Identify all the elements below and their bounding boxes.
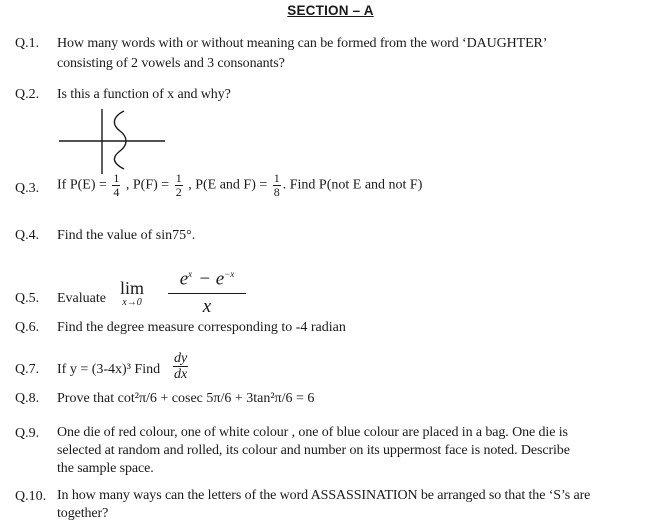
lim-subscript: x→0: [122, 297, 142, 308]
question-label: Evaluate: [57, 291, 106, 306]
question-number: Q.9.: [15, 426, 40, 441]
minus-e: − e: [198, 268, 225, 290]
numerator: dy: [174, 351, 188, 366]
limit: [116, 278, 148, 308]
question-line: the sample space.: [57, 461, 154, 476]
text: , P(E and F) =: [188, 177, 268, 193]
fraction: [175, 172, 183, 199]
question-number: Q.5.: [15, 291, 40, 306]
question-text: Is this a function of x and why?: [57, 87, 231, 102]
denominator: 4: [113, 185, 120, 199]
denominator: 2: [175, 185, 182, 199]
numerator: 1: [175, 171, 182, 185]
question-text: [57, 34, 547, 74]
question-line: In how many ways can the letters of the word ASSASSINATION be arranged so that the ‘S’s are: [57, 488, 591, 503]
question-text: [57, 360, 160, 380]
question-number: Q.8.: [15, 391, 40, 406]
derivative-fraction: [173, 351, 188, 383]
question-line: One die of red colour, one of white colour , one of blue colour are placed in a bag. One die is: [57, 425, 568, 440]
denominator: x: [202, 296, 212, 318]
question-line: together?: [57, 506, 109, 521]
question-number: Q.7.: [15, 362, 40, 377]
text: If y = (3-4x)³ Find: [57, 362, 161, 377]
question-text: Prove that cot²π/6 + cosec 5π/6 + 3tan²π/6 = 6: [57, 391, 315, 406]
question-text: [57, 424, 570, 478]
numerator: [168, 262, 246, 294]
question-number: Q.6.: [15, 320, 40, 335]
question-line: selected at random and rolled, its colour and number on its uppermost face is noted. Describe: [57, 443, 570, 458]
exp: −x: [224, 269, 235, 279]
question-number: Q.10.: [15, 489, 47, 504]
question-line: consisting of 2 vowels and 3 consonants?: [57, 56, 285, 71]
e: e: [179, 268, 189, 290]
fraction: [112, 172, 120, 199]
exp: x: [188, 269, 193, 279]
numerator: 1: [113, 171, 120, 185]
question-line: How many words with or without meaning can be formed from the word ‘DAUGHTER’: [57, 36, 548, 51]
lim-text: lim: [119, 278, 144, 298]
numerator: 1: [273, 171, 280, 185]
text: If P(E) =: [57, 177, 107, 193]
text: , P(F) =: [125, 177, 170, 193]
question-number: Q.3.: [15, 181, 40, 196]
question-text: Find the value of sin75°.: [57, 228, 196, 243]
question-text: [57, 172, 422, 199]
denominator: 8: [273, 185, 280, 199]
text: . Find P(not E and not F): [282, 177, 423, 193]
limit-fraction: [168, 262, 246, 320]
question-number: Q.2.: [15, 87, 40, 102]
question-number: Q.1.: [15, 36, 40, 51]
function-graph-figure: [56, 105, 171, 177]
question-number: Q.4.: [15, 228, 40, 243]
fraction: [273, 172, 281, 199]
denominator: dx: [174, 367, 188, 382]
question-text: Find the degree measure corresponding to -4 radian: [57, 320, 346, 335]
section-title: SECTION – A: [287, 3, 374, 18]
question-text: [57, 487, 590, 523]
